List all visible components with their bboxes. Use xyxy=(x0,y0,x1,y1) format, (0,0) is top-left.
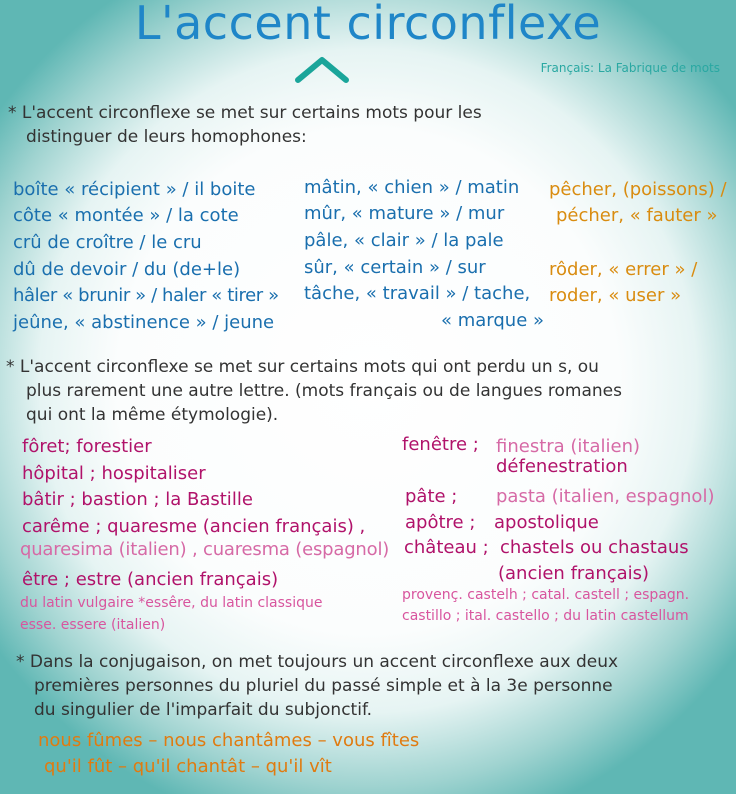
homophone-item: pécher, « fauter » xyxy=(556,205,718,226)
etymology-item: finestra (italien) xyxy=(496,436,641,457)
etymology-item: apostolique xyxy=(494,512,599,533)
section1-intro-line-2: distinguer de leurs homophones: xyxy=(26,127,307,147)
etymology-item: hôpital ; hospitaliser xyxy=(22,463,206,484)
homophone-item: sûr, « certain » / sur xyxy=(304,257,486,278)
homophone-item: boîte « récipient » / il boite xyxy=(13,179,256,200)
homophone-item: pâle, « clair » / la pale xyxy=(304,230,504,251)
etymology-item: pasta (italien, espagnol) xyxy=(496,486,715,507)
section2-intro-line-2: plus rarement une autre lettre. (mots français ou de langues romanes xyxy=(26,381,622,401)
page-title: L'accent circonflexe xyxy=(134,0,602,50)
etymology-item: (ancien français) xyxy=(498,563,650,584)
etymology-item: fôret; forestier xyxy=(22,436,152,457)
section2-intro-line-3: qui ont la même étymologie). xyxy=(26,405,279,425)
conjugation-example: nous fûmes – nous chantâmes – vous fîtes xyxy=(38,730,420,751)
homophone-item: crû de croître / le cru xyxy=(13,232,202,253)
section2-intro-line-1: * L'accent circonflexe se met sur certains mots qui ont perdu un s, ou xyxy=(6,357,599,377)
etymology-note: esse. essere (italien) xyxy=(20,617,166,633)
homophone-item: tâche, « travail » / tache, xyxy=(304,283,531,304)
homophone-item: pêcher, (poissons) / xyxy=(549,179,727,200)
etymology-item: carême ; quaresme (ancien français) , xyxy=(22,516,366,537)
etymology-note: du latin vulgaire *essêre, du latin classique xyxy=(20,595,323,611)
etymology-item: défenestration xyxy=(496,456,628,477)
homophone-item: côte « montée » / la cote xyxy=(13,205,239,226)
homophone-item: mûr, « mature » / mur xyxy=(304,203,505,224)
conjugation-example: qu'il fût – qu'il chantât – qu'il vît xyxy=(44,756,332,777)
homophone-item: dû de devoir / du (de+le) xyxy=(13,259,241,280)
source-credit: Français: La Fabrique de mots xyxy=(540,61,720,75)
section3-intro-line-2: premières personnes du pluriel du passé simple et à la 3e personne xyxy=(34,676,613,696)
etymology-note: castillo ; ital. castello ; du latin castellum xyxy=(402,608,689,624)
etymology-item: chastels ou chastaus xyxy=(500,537,689,558)
etymology-item: château ; xyxy=(404,537,489,558)
homophone-item: mâtin, « chien » / matin xyxy=(304,177,520,198)
etymology-item: être ; estre (ancien français) xyxy=(22,569,279,590)
homophone-item: « marque » xyxy=(441,310,545,331)
section3-intro-line-3: du singulier de l'imparfait du subjonctif. xyxy=(34,700,373,720)
homophone-item: rôder, « errer » / xyxy=(549,259,698,280)
homophone-item: jeûne, « abstinence » / jeune xyxy=(13,312,275,333)
section3-intro-line-1: * Dans la conjugaison, on met toujours un accent circonflexe aux deux xyxy=(16,652,619,672)
etymology-item: fenêtre ; xyxy=(402,434,479,455)
etymology-item: bâtir ; bastion ; la Bastille xyxy=(22,489,253,510)
homophone-item: hâler « brunir » / haler « tirer » xyxy=(13,285,279,306)
homophone-item: roder, « user » xyxy=(549,285,682,306)
chevron-up-icon xyxy=(294,54,350,84)
etymology-item: apôtre ; xyxy=(405,512,476,533)
etymology-item: quaresima (italien) , cuaresma (espagnol) xyxy=(20,539,390,560)
section1-intro-line-1: * L'accent circonflexe se met sur certains mots pour les xyxy=(8,103,482,123)
etymology-item: pâte ; xyxy=(405,486,458,507)
etymology-note: provenç. castelh ; catal. castell ; espagn. xyxy=(402,587,690,603)
